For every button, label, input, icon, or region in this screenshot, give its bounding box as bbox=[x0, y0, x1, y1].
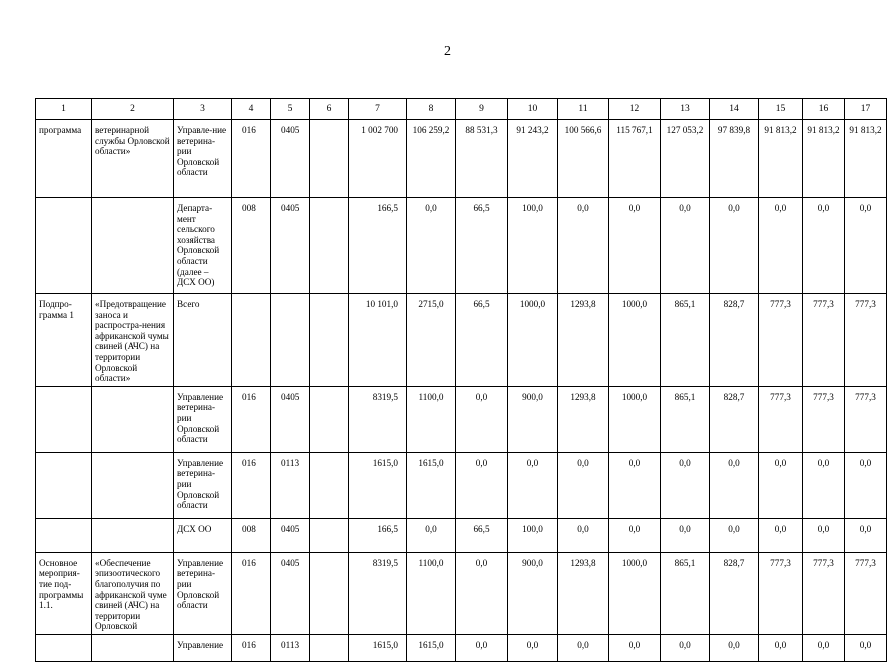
total-amount-cell: 1615,0 bbox=[349, 634, 407, 661]
executor-cell: Управление ветерина-рии Орловской области bbox=[174, 386, 232, 452]
year-amount-cell: 777,3 bbox=[759, 552, 803, 634]
table-row bbox=[36, 294, 887, 387]
grbs-code-cell: 016 bbox=[232, 634, 271, 661]
csr-code-cell bbox=[310, 386, 349, 452]
rzpr-code-cell: 0405 bbox=[271, 386, 310, 452]
year-amount-cell: 828,7 bbox=[710, 386, 759, 452]
program-name-cell bbox=[92, 518, 174, 552]
csr-code-cell bbox=[310, 634, 349, 661]
total-amount-cell: 1 002 700 bbox=[349, 120, 407, 198]
year-amount-cell: 0,0 bbox=[456, 552, 508, 634]
table-row bbox=[36, 518, 887, 552]
year-amount-cell: 0,0 bbox=[508, 452, 558, 518]
year-amount-cell: 100 566,6 bbox=[558, 120, 609, 198]
year-amount-cell: 0,0 bbox=[710, 452, 759, 518]
year-amount-cell: 1000,0 bbox=[508, 294, 558, 387]
year-amount-cell: 0,0 bbox=[661, 452, 710, 518]
year-amount-cell: 0,0 bbox=[609, 198, 661, 294]
csr-code-cell bbox=[310, 120, 349, 198]
year-amount-cell: 828,7 bbox=[710, 552, 759, 634]
header-cell: 3 bbox=[174, 99, 232, 120]
year-amount-cell: 127 053,2 bbox=[661, 120, 710, 198]
year-amount-cell: 777,3 bbox=[803, 552, 845, 634]
table-row bbox=[36, 198, 887, 294]
program-name-cell bbox=[92, 634, 174, 661]
grbs-code-cell: 008 bbox=[232, 198, 271, 294]
year-amount-cell: 1293,8 bbox=[558, 386, 609, 452]
header-row bbox=[36, 99, 887, 120]
header-cell: 9 bbox=[456, 99, 508, 120]
total-amount-cell: 8319,5 bbox=[349, 386, 407, 452]
year-amount-cell: 0,0 bbox=[456, 634, 508, 661]
header-cell: 7 bbox=[349, 99, 407, 120]
grbs-code-cell: 016 bbox=[232, 552, 271, 634]
program-status-cell: программа bbox=[36, 120, 92, 198]
rzpr-code-cell: 0405 bbox=[271, 552, 310, 634]
total-amount-cell: 166,5 bbox=[349, 198, 407, 294]
header-cell: 13 bbox=[661, 99, 710, 120]
year-amount-cell: 0,0 bbox=[845, 634, 887, 661]
year-amount-cell: 777,3 bbox=[759, 386, 803, 452]
year-amount-cell: 0,0 bbox=[609, 452, 661, 518]
header-cell: 8 bbox=[407, 99, 456, 120]
year-amount-cell: 1100,0 bbox=[407, 552, 456, 634]
year-amount-cell: 1293,8 bbox=[558, 294, 609, 387]
program-name-cell bbox=[92, 452, 174, 518]
rzpr-code-cell: 0113 bbox=[271, 452, 310, 518]
year-amount-cell: 0,0 bbox=[558, 452, 609, 518]
program-name-cell: ветеринарной службы Орловской области» bbox=[92, 120, 174, 198]
year-amount-cell: 66,5 bbox=[456, 294, 508, 387]
program-status-cell bbox=[36, 518, 92, 552]
program-name-cell: «Обеспечение эпизоотического благополучия по африканской чуме свиней (АЧС) на территории Орловской bbox=[92, 552, 174, 634]
executor-cell: Управле-ние ветерина-рии Орловской области bbox=[174, 120, 232, 198]
header-cell: 16 bbox=[803, 99, 845, 120]
grbs-code-cell: 016 bbox=[232, 120, 271, 198]
grbs-code-cell bbox=[232, 294, 271, 387]
year-amount-cell: 100,0 bbox=[508, 518, 558, 552]
total-amount-cell: 8319,5 bbox=[349, 552, 407, 634]
year-amount-cell: 66,5 bbox=[456, 518, 508, 552]
year-amount-cell: 0,0 bbox=[845, 518, 887, 552]
year-amount-cell: 91 243,2 bbox=[508, 120, 558, 198]
header-cell: 15 bbox=[759, 99, 803, 120]
year-amount-cell: 0,0 bbox=[803, 452, 845, 518]
year-amount-cell: 0,0 bbox=[710, 634, 759, 661]
year-amount-cell: 106 259,2 bbox=[407, 120, 456, 198]
rzpr-code-cell: 0405 bbox=[271, 120, 310, 198]
rzpr-code-cell: 0405 bbox=[271, 198, 310, 294]
year-amount-cell: 66,5 bbox=[456, 198, 508, 294]
year-amount-cell: 0,0 bbox=[661, 634, 710, 661]
total-amount-cell: 1615,0 bbox=[349, 452, 407, 518]
executor-cell: ДСХ ОО bbox=[174, 518, 232, 552]
year-amount-cell: 0,0 bbox=[845, 198, 887, 294]
year-amount-cell: 0,0 bbox=[456, 452, 508, 518]
year-amount-cell: 115 767,1 bbox=[609, 120, 661, 198]
program-status-cell: Основное мероприя-тие под-программы 1.1. bbox=[36, 552, 92, 634]
executor-cell: Управление bbox=[174, 634, 232, 661]
rzpr-code-cell: 0113 bbox=[271, 634, 310, 661]
table-row bbox=[36, 634, 887, 661]
year-amount-cell: 828,7 bbox=[710, 294, 759, 387]
year-amount-cell: 865,1 bbox=[661, 294, 710, 387]
grbs-code-cell: 016 bbox=[232, 386, 271, 452]
total-amount-cell: 10 101,0 bbox=[349, 294, 407, 387]
year-amount-cell: 2715,0 bbox=[407, 294, 456, 387]
csr-code-cell bbox=[310, 452, 349, 518]
year-amount-cell: 900,0 bbox=[508, 386, 558, 452]
total-amount-cell: 166,5 bbox=[349, 518, 407, 552]
csr-code-cell bbox=[310, 294, 349, 387]
page-number: 2 bbox=[444, 44, 451, 59]
table-row bbox=[36, 386, 887, 452]
table-row bbox=[36, 120, 887, 198]
year-amount-cell: 0,0 bbox=[661, 518, 710, 552]
year-amount-cell: 0,0 bbox=[759, 198, 803, 294]
year-amount-cell: 0,0 bbox=[661, 198, 710, 294]
year-amount-cell: 1000,0 bbox=[609, 294, 661, 387]
year-amount-cell: 0,0 bbox=[759, 518, 803, 552]
year-amount-cell: 0,0 bbox=[558, 634, 609, 661]
program-name-cell bbox=[92, 198, 174, 294]
year-amount-cell: 0,0 bbox=[508, 634, 558, 661]
csr-code-cell bbox=[310, 518, 349, 552]
year-amount-cell: 0,0 bbox=[759, 634, 803, 661]
grbs-code-cell: 016 bbox=[232, 452, 271, 518]
year-amount-cell: 1100,0 bbox=[407, 386, 456, 452]
year-amount-cell: 91 813,2 bbox=[759, 120, 803, 198]
year-amount-cell: 0,0 bbox=[407, 518, 456, 552]
rzpr-code-cell bbox=[271, 294, 310, 387]
program-status-cell bbox=[36, 634, 92, 661]
year-amount-cell: 1000,0 bbox=[609, 386, 661, 452]
header-cell: 2 bbox=[92, 99, 174, 120]
year-amount-cell: 1000,0 bbox=[609, 552, 661, 634]
table-row bbox=[36, 452, 887, 518]
grbs-code-cell: 008 bbox=[232, 518, 271, 552]
csr-code-cell bbox=[310, 552, 349, 634]
header-cell: 1 bbox=[36, 99, 92, 120]
year-amount-cell: 900,0 bbox=[508, 552, 558, 634]
program-name-cell bbox=[92, 386, 174, 452]
header-cell: 6 bbox=[310, 99, 349, 120]
year-amount-cell: 0,0 bbox=[710, 198, 759, 294]
year-amount-cell: 865,1 bbox=[661, 386, 710, 452]
year-amount-cell: 0,0 bbox=[609, 518, 661, 552]
year-amount-cell: 100,0 bbox=[508, 198, 558, 294]
year-amount-cell: 777,3 bbox=[803, 386, 845, 452]
header-cell: 14 bbox=[710, 99, 759, 120]
year-amount-cell: 0,0 bbox=[710, 518, 759, 552]
year-amount-cell: 0,0 bbox=[803, 518, 845, 552]
header-cell: 5 bbox=[271, 99, 310, 120]
header-cell: 11 bbox=[558, 99, 609, 120]
csr-code-cell bbox=[310, 198, 349, 294]
header-cell: 12 bbox=[609, 99, 661, 120]
year-amount-cell: 0,0 bbox=[407, 198, 456, 294]
year-amount-cell: 1615,0 bbox=[407, 634, 456, 661]
rzpr-code-cell: 0405 bbox=[271, 518, 310, 552]
year-amount-cell: 1293,8 bbox=[558, 552, 609, 634]
year-amount-cell: 88 531,3 bbox=[456, 120, 508, 198]
program-status-cell bbox=[36, 198, 92, 294]
year-amount-cell: 777,3 bbox=[845, 294, 887, 387]
program-status-cell bbox=[36, 386, 92, 452]
table-row bbox=[36, 552, 887, 634]
executor-cell: Управление ветерина-рии Орловской области bbox=[174, 452, 232, 518]
year-amount-cell: 1615,0 bbox=[407, 452, 456, 518]
year-amount-cell: 865,1 bbox=[661, 552, 710, 634]
executor-cell: Департа-мент сельского хозяйства Орловской области (далее – ДСХ ОО) bbox=[174, 198, 232, 294]
year-amount-cell: 0,0 bbox=[803, 634, 845, 661]
year-amount-cell: 0,0 bbox=[803, 198, 845, 294]
year-amount-cell: 0,0 bbox=[845, 452, 887, 518]
executor-cell: Управление ветерина-рии Орловской области bbox=[174, 552, 232, 634]
year-amount-cell: 0,0 bbox=[558, 198, 609, 294]
program-name-cell: «Предотвращение заноса и распростра-нения африканской чумы свиней (АЧС) на территории Орловской области» bbox=[92, 294, 174, 387]
header-cell: 4 bbox=[232, 99, 271, 120]
program-status-cell bbox=[36, 452, 92, 518]
year-amount-cell: 0,0 bbox=[609, 634, 661, 661]
year-amount-cell: 777,3 bbox=[759, 294, 803, 387]
executor-cell: Всего bbox=[174, 294, 232, 387]
year-amount-cell: 0,0 bbox=[456, 386, 508, 452]
year-amount-cell: 777,3 bbox=[803, 294, 845, 387]
year-amount-cell: 777,3 bbox=[845, 552, 887, 634]
year-amount-cell: 777,3 bbox=[845, 386, 887, 452]
year-amount-cell: 91 813,2 bbox=[845, 120, 887, 198]
header-cell: 17 bbox=[845, 99, 887, 120]
year-amount-cell: 0,0 bbox=[759, 452, 803, 518]
budget-table bbox=[35, 98, 887, 662]
year-amount-cell: 91 813,2 bbox=[803, 120, 845, 198]
header-cell: 10 bbox=[508, 99, 558, 120]
program-status-cell: Подпро-грамма 1 bbox=[36, 294, 92, 387]
year-amount-cell: 0,0 bbox=[558, 518, 609, 552]
year-amount-cell: 97 839,8 bbox=[710, 120, 759, 198]
